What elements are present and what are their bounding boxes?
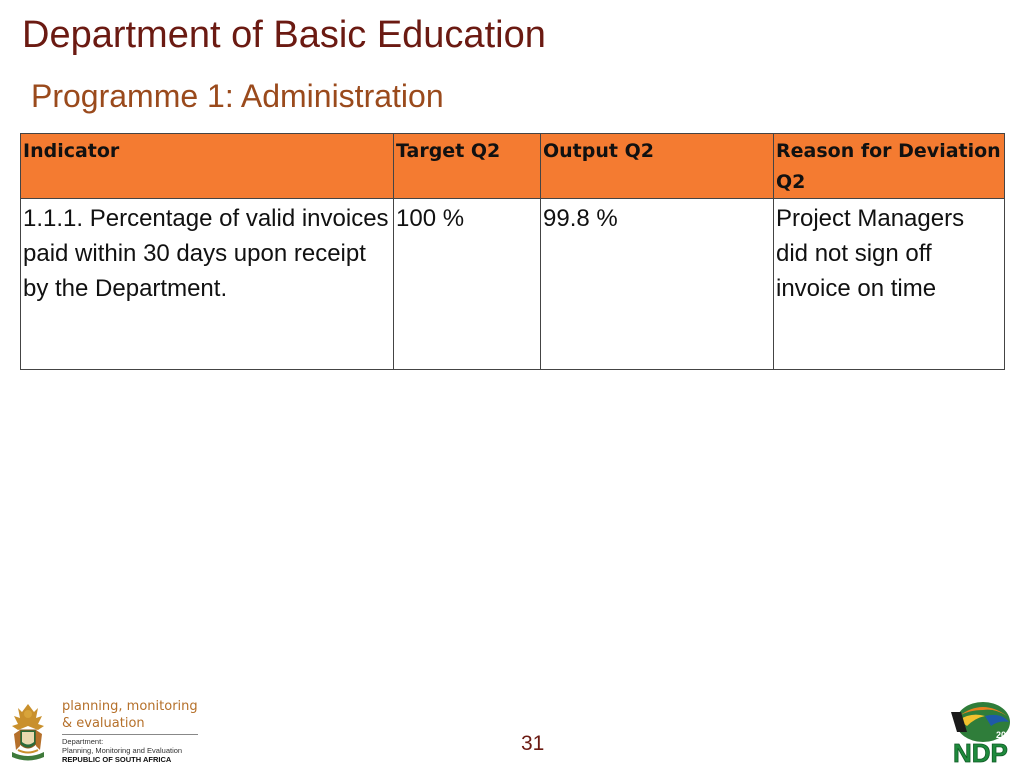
pme-logo-line1: planning, monitoring bbox=[62, 699, 198, 714]
page-subtitle: Programme 1: Administration bbox=[31, 78, 444, 114]
column-header-target: Target Q2 bbox=[394, 134, 541, 199]
indicator-table bbox=[20, 133, 1005, 370]
page-title: Department of Basic Education bbox=[22, 14, 546, 56]
ndp-logo-year: 2030 bbox=[996, 730, 1017, 740]
column-header-output: Output Q2 bbox=[541, 134, 774, 199]
column-header-reason: Reason for Deviation Q2 bbox=[774, 134, 1005, 199]
pme-logo-dept-name: Planning, Monitoring and Evaluation bbox=[62, 746, 183, 755]
table-row bbox=[21, 199, 1005, 370]
cell-indicator: 1.1.1. Percentage of valid invoices paid within 30 days upon receipt by the Department. bbox=[21, 199, 394, 370]
cell-output: 99.8 % bbox=[541, 199, 774, 370]
pme-logo-line2: & evaluation bbox=[62, 716, 145, 731]
ndp-2030-logo bbox=[945, 698, 1019, 764]
coat-of-arms-icon bbox=[4, 700, 52, 764]
table-header-row bbox=[21, 134, 1005, 199]
pme-logo-divider bbox=[62, 734, 198, 735]
ndp-logo-letters: NDP bbox=[953, 738, 1008, 764]
cell-reason: Project Managers did not sign off invoice on time bbox=[774, 199, 1005, 370]
pme-logo-dept-label: Department: bbox=[62, 737, 104, 746]
pme-logo bbox=[4, 698, 204, 766]
cell-target: 100 % bbox=[394, 199, 541, 370]
page-number: 31 bbox=[521, 732, 545, 755]
column-header-indicator: Indicator bbox=[21, 134, 394, 199]
pme-logo-country: REPUBLIC OF SOUTH AFRICA bbox=[62, 755, 172, 764]
